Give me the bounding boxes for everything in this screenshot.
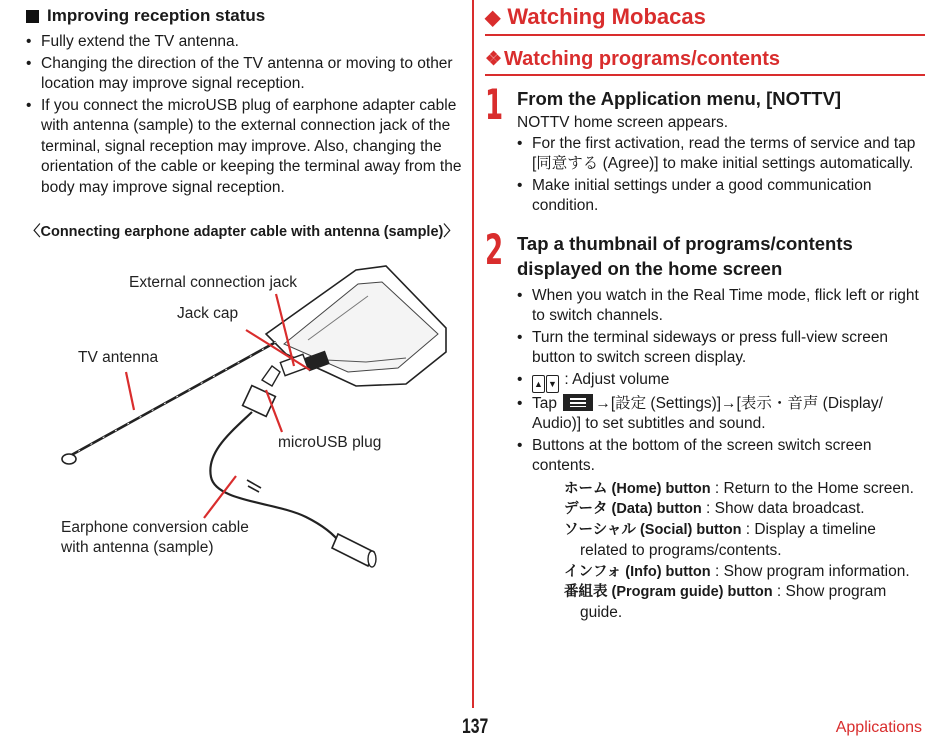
list-item: • When you watch in the Real Time mode, flick left or right to switch channels. <box>517 286 925 327</box>
page-number: 137 <box>462 715 489 738</box>
list-item: • Changing the direction of the TV antenna or moving to other location may improve signal reception. <box>26 54 462 95</box>
section-heading-reception: Improving reception status <box>26 6 462 26</box>
button-desc-home: ホーム (Home) button : Return to the Home screen. <box>564 479 914 497</box>
button-desc-program-guide: 番組表 (Program guide) button : Show program guide. <box>564 583 887 622</box>
label-external-connection-jack: External connection jack <box>129 274 298 291</box>
reception-tips-list <box>26 32 462 198</box>
step-number: 1 <box>485 80 504 129</box>
step-number: 2 <box>485 224 504 274</box>
black-square-icon <box>26 10 39 23</box>
step-description: NOTTV home screen appears. <box>517 114 729 131</box>
diamond-icon: ◆ <box>485 6 501 29</box>
diagram-title: 〈Connecting earphone adapter cable with antenna (sample)〉 <box>26 224 458 240</box>
list-item: • Buttons at the bottom of the screen switch screen contents. <box>517 436 925 477</box>
list-item: • If you connect the microUSB plug of earphone adapter cable with antenna (sample) to the external connection jack of the terminal, signal reception may improve. Also, changing the orientation of the cable or keeping the terminal away from the body may improve signal reception. <box>26 96 462 199</box>
step-title: From the Application menu, [NOTTV] <box>517 88 842 109</box>
screen-buttons-list <box>564 479 925 625</box>
list-item: • For the first activation, read the terms of service and tap [同意する (Agree)] to make initial settings automatically. <box>517 134 925 175</box>
four-diamond-icon: ❖ <box>485 49 503 70</box>
label-earphone-cable-line2: with antenna (sample) <box>61 539 214 556</box>
connection-diagram <box>26 262 466 582</box>
button-desc-social: ソーシャル (Social) button : Display a timeline related to programs/contents. <box>564 521 876 559</box>
step-1-notes <box>517 134 925 217</box>
left-column <box>26 6 462 242</box>
step-2-notes <box>517 286 925 477</box>
step-1 <box>485 80 925 217</box>
page-title: ◆ Watching Mobacas <box>485 4 925 36</box>
list-item-tap-settings: • Tap →[設定 (Settings)]→[表示・音声 (Display/ Audio)] to set subtitles and sound. <box>517 394 925 435</box>
footer-section-name: Applications <box>835 719 922 736</box>
label-microusb-plug: microUSB plug <box>278 434 382 451</box>
label-tv-antenna: TV antenna <box>78 349 159 366</box>
right-column <box>485 4 925 624</box>
column-divider <box>472 0 474 708</box>
button-desc-data: データ (Data) button : Show data broadcast. <box>564 500 865 518</box>
step-2 <box>485 224 925 625</box>
menu-icon <box>563 394 593 411</box>
list-item: • Turn the terminal sideways or press full-view screen button to switch screen display. <box>517 328 925 369</box>
section-title: ❖ Watching programs/contents <box>485 48 925 76</box>
list-item: • Fully extend the TV antenna. <box>26 32 462 53</box>
step-title: Tap a thumbnail of programs/contents displayed on the home screen <box>517 232 853 279</box>
list-item-volume: • ▲ ▼ : Adjust volume <box>517 370 925 393</box>
volume-up-icon: ▲ <box>532 375 545 393</box>
volume-down-icon: ▼ <box>546 375 559 393</box>
label-earphone-cable-line1: Earphone conversion cable <box>61 519 249 536</box>
list-item: • Make initial settings under a good communication condition. <box>517 176 925 217</box>
label-jack-cap: Jack cap <box>177 305 239 322</box>
button-desc-info: インフォ (Info) button : Show program information. <box>564 562 910 580</box>
